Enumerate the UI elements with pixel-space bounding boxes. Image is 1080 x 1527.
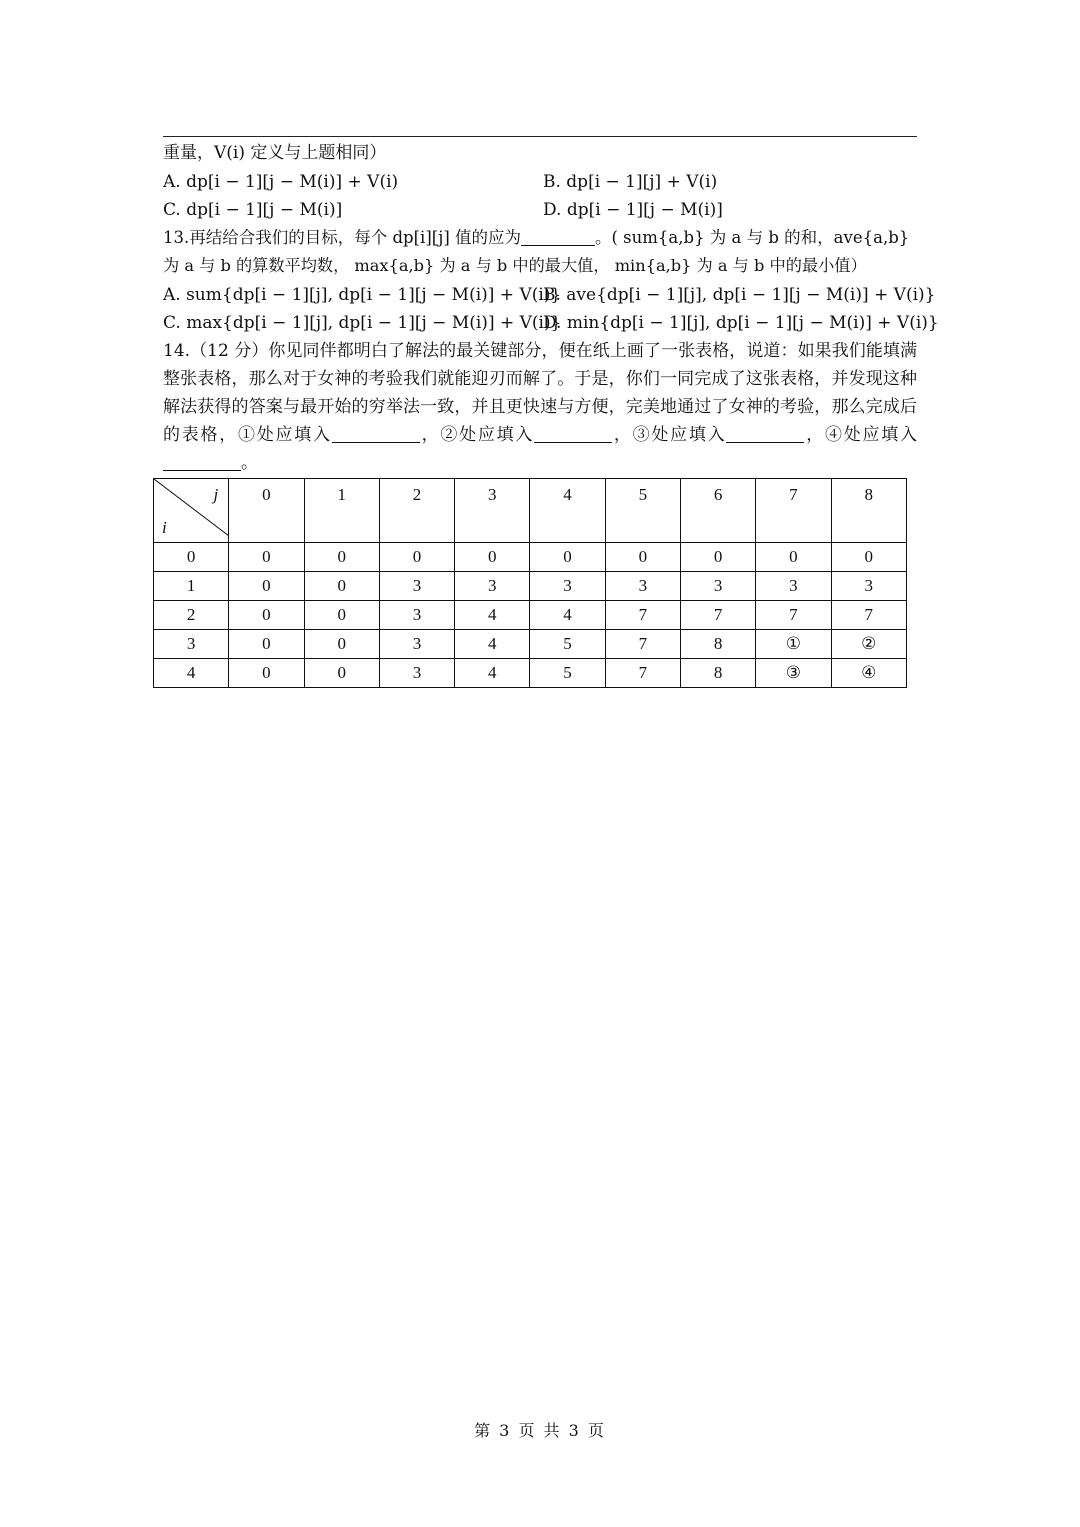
table-cell: 0 [229, 543, 304, 572]
table-cell: 3 [831, 572, 906, 601]
q14-blank-2 [534, 426, 612, 443]
q12-continuation: 重量，V(i) 定义与上题相同） [163, 143, 387, 163]
table-cell: ① [756, 630, 831, 659]
table-cell: 7 [831, 601, 906, 630]
table-cell: 0 [304, 630, 379, 659]
q14-blank-4 [163, 454, 241, 471]
table-cell: 7 [756, 601, 831, 630]
table-cell: 3 [379, 630, 454, 659]
q14-text-3: ，③处应填入 [612, 425, 727, 445]
table-cell: 4 [530, 601, 605, 630]
row-header: 4 [154, 659, 229, 688]
q13-options-ab [163, 284, 936, 306]
q13-stem-line2: 为 a 与 b 的算数平均数， max{a,b} 为 a 与 b 中的最大值， min{a,b} 为 a 与 b 中的最小值） [163, 256, 867, 275]
q13-answer-blank [521, 229, 595, 246]
table-cell: 0 [304, 543, 379, 572]
q12-options-cd [163, 199, 917, 221]
row-header: 1 [154, 572, 229, 601]
table-cell: 0 [605, 543, 680, 572]
q12-option-c: C. dp[i − 1][j − M(i)] [163, 200, 343, 220]
dp-corner-cell [154, 479, 229, 543]
table-cell: 0 [304, 659, 379, 688]
q12-option-a: A. dp[i − 1][j − M(i)] + V(i) [163, 172, 399, 192]
table-cell: 0 [530, 543, 605, 572]
table-cell: 4 [455, 630, 530, 659]
table-cell: 0 [304, 572, 379, 601]
table-cell: 8 [680, 630, 755, 659]
q14-paragraph [163, 337, 917, 477]
table-row [154, 630, 907, 659]
table-cell: 8 [680, 659, 755, 688]
table-cell: 0 [229, 572, 304, 601]
row-header: 2 [154, 601, 229, 630]
page-footer: 第 3 页 共 3 页 [474, 1421, 606, 1440]
row-header: 3 [154, 630, 229, 659]
table-cell: 3 [605, 572, 680, 601]
q12-option-d: D. dp[i − 1][j − M(i)] [543, 200, 723, 220]
table-cell: 7 [680, 601, 755, 630]
table-cell: 3 [455, 572, 530, 601]
q14-text-2: ，②处应填入 [419, 425, 535, 445]
q13-option-d: D. min{dp[i − 1][j], dp[i − 1][j − M(i)] + V(i)} [543, 313, 939, 333]
table-cell: 5 [530, 630, 605, 659]
table-cell: 4 [455, 659, 530, 688]
col-header-7: 7 [756, 479, 831, 543]
dp-header-row [154, 479, 907, 543]
dp-table-body [154, 479, 907, 688]
table-cell: 0 [756, 543, 831, 572]
q13-option-a: A. sum{dp[i − 1][j], dp[i − 1][j − M(i)] + V(i)} [163, 285, 562, 305]
table-cell: 0 [229, 601, 304, 630]
table-row [154, 543, 907, 572]
table-cell: 3 [379, 601, 454, 630]
col-header-8: 8 [831, 479, 906, 543]
q13-options-cd [163, 312, 939, 334]
q12-option-b: B. dp[i − 1][j] + V(i) [543, 172, 718, 192]
row-label: i [162, 518, 167, 537]
q14-blank-3 [726, 426, 804, 443]
q12-options-ab [163, 171, 917, 193]
table-cell: 7 [605, 630, 680, 659]
table-cell: ④ [831, 659, 906, 688]
col-header-6: 6 [680, 479, 755, 543]
table-row [154, 601, 907, 630]
table-cell: 0 [379, 543, 454, 572]
table-cell: ③ [756, 659, 831, 688]
q13-stem-line1 [163, 227, 917, 249]
q13-stem-end: 。( sum{a,b} 为 a 与 b 的和，ave{a,b} [595, 228, 910, 247]
q13-option-b: B. ave{dp[i − 1][j], dp[i − 1][j − M(i)] + V(i)} [543, 285, 936, 305]
table-row [154, 659, 907, 688]
q14-text: 14.（12 分）你见同伴都明白了解法的最关键部分，便在纸上画了一张表格，说道：如果我们能填满整张表格，那么对于女神的考验我们就能迎刃而解了。于是，你们一同完成了这张表格，并发现这种解法获得的答案与最开始的穷举法一致，并且更快速与方便，完美地通过了女神的考验，那么完成后的表格，①处应填入 [163, 341, 917, 445]
table-cell: 3 [379, 659, 454, 688]
q14-blank-1 [332, 426, 420, 443]
col-header-0: 0 [229, 479, 304, 543]
table-cell: ② [831, 630, 906, 659]
table-cell: 4 [455, 601, 530, 630]
table-cell: 3 [680, 572, 755, 601]
table-row [154, 572, 907, 601]
table-cell: 0 [680, 543, 755, 572]
table-cell: 7 [605, 601, 680, 630]
table-cell: 3 [379, 572, 454, 601]
col-header-4: 4 [530, 479, 605, 543]
table-cell: 0 [831, 543, 906, 572]
q14-text-5: 。 [241, 453, 258, 473]
col-header-2: 2 [379, 479, 454, 543]
row-header: 0 [154, 543, 229, 572]
col-header-3: 3 [455, 479, 530, 543]
table-cell: 5 [530, 659, 605, 688]
col-header-5: 5 [605, 479, 680, 543]
table-cell: 0 [455, 543, 530, 572]
table-cell: 7 [605, 659, 680, 688]
table-cell: 0 [304, 601, 379, 630]
table-cell: 3 [756, 572, 831, 601]
table-cell: 0 [229, 630, 304, 659]
q13-option-c: C. max{dp[i − 1][j], dp[i − 1][j − M(i)] + V(i)} [163, 313, 562, 333]
col-header-1: 1 [304, 479, 379, 543]
table-cell: 0 [229, 659, 304, 688]
header-rule [163, 136, 917, 137]
table-cell: 3 [530, 572, 605, 601]
dp-table [153, 478, 907, 688]
col-label: j [213, 485, 219, 504]
q13-stem: 13.再结给合我们的目标，每个 dp[i][j] 值的应为 [163, 228, 521, 247]
q14-text-4: ，④处应填入 [804, 425, 918, 445]
